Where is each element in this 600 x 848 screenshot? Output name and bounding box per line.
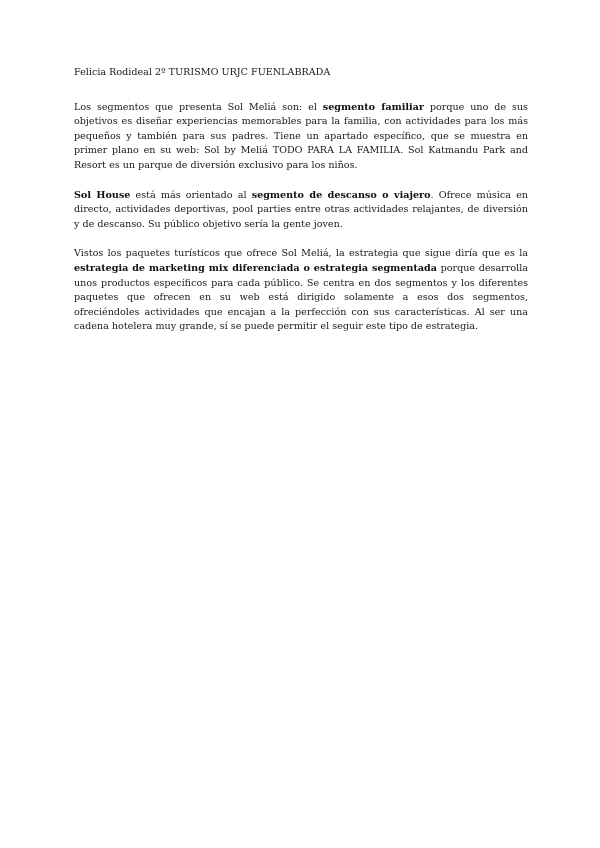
paragraph-strategy	[74, 247, 528, 335]
paragraph-segments	[74, 101, 528, 174]
paragraph-text: porque desarrolla unos productos específicos para cada público. Se centra en dos segmentos y los diferentes paquetes que ofrecen en su web está dirigido solamente a esos dos segmentos, ofreciéndoles actividades que encajan a la perfección con sus características. Al ser una cadena hotelera muy grande, sí se puede permitir el seguir este tipo de estrategia.	[74, 262, 528, 333]
bold-term-strategy: estrategia de marketing mix diferenciada o estrategia segmentada	[74, 262, 437, 274]
document-header: Felicia Rodideal 2º TURISMO URJC FUENLABRADA	[74, 67, 331, 78]
paragraph-text: está más orientado al	[130, 189, 252, 201]
document-body	[74, 66, 528, 350]
paragraph-text: Vistos los paquetes turísticos que ofrece Sol Meliá, la estrategia que sigue diría que es la	[74, 248, 528, 260]
bold-term-rest-segment: segmento de descanso o viajero	[251, 189, 431, 201]
paragraph-sol-house	[74, 189, 528, 233]
paragraph-text: . Ofrece música en directo, actividades deportivas, pool parties entre otras actividades relajantes, de diversión y de descanso. Su público objetivo sería la gente joven.	[74, 189, 528, 230]
bold-term-family-segment: segmento familiar	[322, 101, 424, 113]
bold-term-sol-house: Sol House	[74, 189, 131, 201]
paragraph-text: porque uno de sus objetivos es diseñar experiencias memorables para la familia, con actividades para los más pequeños y también para sus padres. Tiene un apartado específico, que se muestra en primer plano en su web: Sol by Meliá TODO PARA LA FAMILIA. Sol Katmandu Park and Resort es un parque de diversión exclusivo para los niños.	[74, 101, 528, 171]
paragraph-text: Los segmentos que presenta Sol Meliá son: el	[74, 101, 323, 113]
